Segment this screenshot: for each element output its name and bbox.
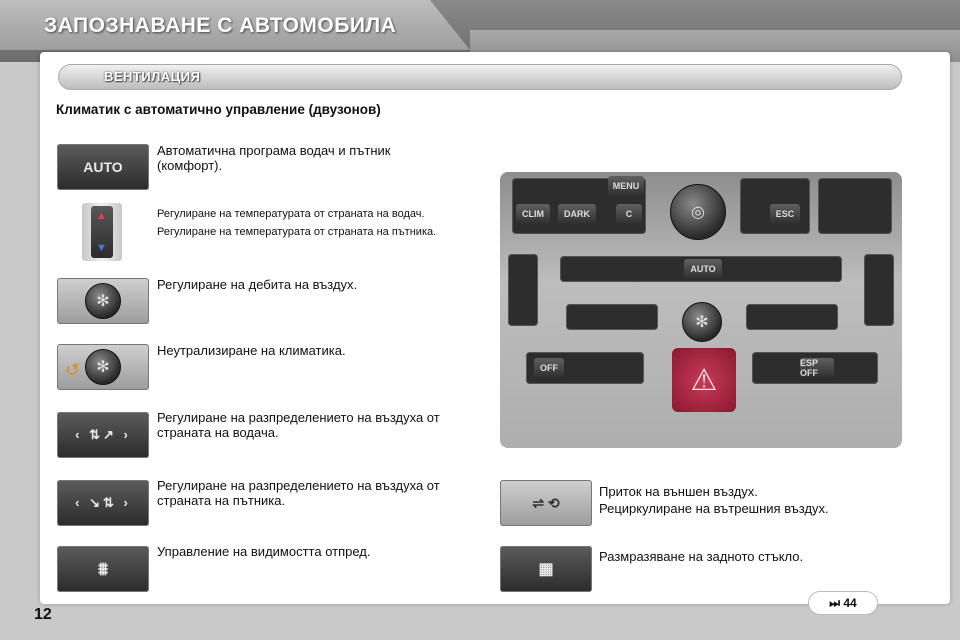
fan-off-icon: ✻ bbox=[85, 349, 121, 385]
auto-button-thumb bbox=[57, 144, 149, 190]
photo-right-temp-rocker bbox=[864, 254, 894, 326]
item-front-visibility-desc: Управление на видимостта отпред. bbox=[157, 544, 371, 559]
right-item-rear-defrost-desc: Размразяване на задното стъкло. bbox=[599, 549, 804, 564]
page-number: 12 bbox=[34, 606, 52, 623]
photo-keypad-panel bbox=[818, 178, 892, 234]
item-auto-desc: Автоматична програма водач и пътник (комфорт). bbox=[157, 143, 391, 173]
item-ac-off-desc: Неутрализиране на климатика. bbox=[157, 343, 346, 358]
rear-defrost-thumb bbox=[500, 546, 592, 592]
hazard-warning-icon: ⚠ bbox=[672, 348, 736, 412]
fan-knob-thumb bbox=[57, 278, 149, 324]
recirculation-thumb bbox=[500, 480, 592, 526]
auto-button-label: AUTO bbox=[83, 159, 123, 175]
photo-dark-button: DARK bbox=[558, 204, 596, 224]
front-demist-thumb bbox=[57, 546, 149, 592]
distribution-icon: ‹ ↘⇅ › bbox=[75, 495, 131, 510]
subtitle: Климатик с автоматично управление (двузонов) bbox=[56, 102, 381, 117]
temp-up-icon: ▲ bbox=[96, 210, 107, 222]
item-airflow-desc: Регулиране на дебита на въздух. bbox=[157, 277, 358, 292]
item-temp-passenger-desc: Регулиране на температурата от страната на пътника. bbox=[157, 226, 437, 238]
right-item-recirculation-desc: Рециркулиране на вътрешния въздух. bbox=[599, 501, 829, 516]
photo-menu-button: MENU bbox=[608, 176, 644, 196]
fan-icon: ✻ bbox=[85, 283, 121, 319]
photo-auto-button: AUTO bbox=[684, 259, 722, 279]
dashboard-photo bbox=[500, 172, 902, 448]
windshield-demist-icon: ⩩ bbox=[98, 558, 108, 579]
photo-right-distribution bbox=[746, 304, 838, 330]
page-reference-link[interactable]: ⏭ 44 bbox=[808, 591, 878, 615]
distribution-icon: ‹ ⇅↗ › bbox=[75, 427, 131, 442]
rear-defrost-icon: ▦ bbox=[538, 561, 554, 578]
recirculation-icon: ⇌ ⟲ bbox=[532, 494, 560, 511]
temperature-rocker-thumb bbox=[82, 203, 122, 261]
rotate-arrow-icon: ↺ bbox=[65, 360, 81, 380]
right-item-outside-air-desc: Приток на външен въздух. bbox=[599, 484, 758, 499]
photo-clim-button: CLIM bbox=[516, 204, 550, 224]
item-passenger-distribution-desc: Регулиране на разпределението на въздуха от страната на пътника. bbox=[157, 478, 440, 508]
passenger-distribution-thumb bbox=[57, 480, 149, 526]
page-title: ЗАПОЗНАВАНЕ С АВТОМОБИЛА bbox=[44, 14, 397, 37]
fan-off-thumb bbox=[57, 344, 149, 390]
photo-left-temp-rocker bbox=[508, 254, 538, 326]
temp-down-icon: ▼ bbox=[96, 242, 107, 254]
photo-esc-button: ESC bbox=[770, 204, 800, 224]
photo-c-button: C bbox=[616, 204, 642, 224]
item-temp-driver-desc: Регулиране на температурата от страната на водач. bbox=[157, 208, 425, 220]
photo-radio-dial-icon: ◎ bbox=[670, 184, 726, 240]
photo-fan-knob-icon: ✻ bbox=[682, 302, 722, 342]
photo-off-button: OFF bbox=[534, 358, 564, 378]
photo-esp-off-button: ESP OFF bbox=[800, 358, 834, 378]
section-title: ВЕНТИЛАЦИЯ bbox=[104, 69, 201, 84]
item-driver-distribution-desc: Регулиране на разпределението на въздуха от страната на водача. bbox=[157, 410, 440, 440]
photo-left-distribution bbox=[566, 304, 658, 330]
driver-distribution-thumb bbox=[57, 412, 149, 458]
